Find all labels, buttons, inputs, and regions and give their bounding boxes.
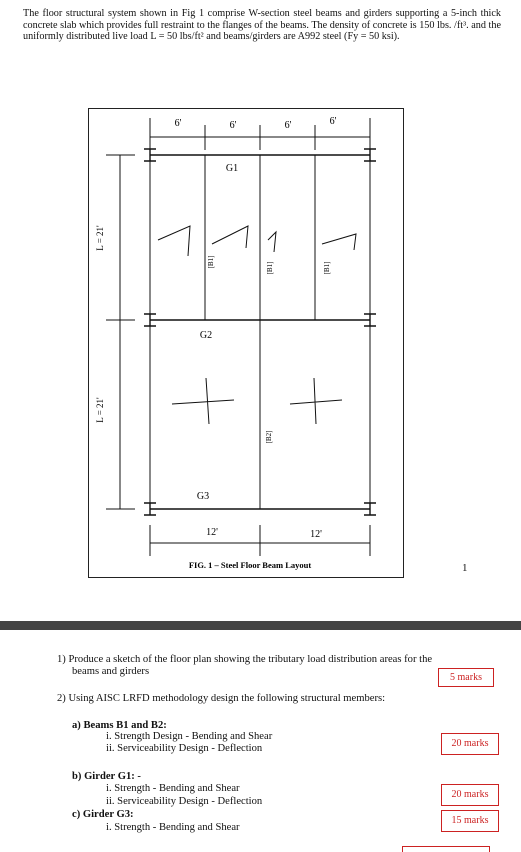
part-b-item-ii: ii. Serviceability Design - Deflection [106,796,263,807]
question-2: 2) Using AISC LRFD methodology design the following structural members: [57,693,386,704]
page-number: 1 [462,562,468,574]
part-a-title: a) Beams B1 and B2: [72,720,167,731]
page-divider [0,621,521,630]
intro-paragraph: The floor structural system shown in Fig 1 comprise W-section steel beams and girders supporting a 5-inch thick concrete slab which provides full restraint to the flanges of the beams. The density of concrete is 150 lbs. /ft³. and the uniformly distributed live load L = 50 lbs/ft² and beams/girders are A992 steel (Fy = 50 ksi). [23,8,501,43]
part-b-title: b) Girder G1: - [72,771,141,782]
beam-label-b1-1: [B1] [207,255,215,269]
question-list [0,630,521,848]
top-dim-4: 6' [329,116,337,127]
marks-badge-b: 20 marks [441,784,499,806]
bottom-dim-1: 12' [206,527,218,538]
girder-label-g2: G2 [199,330,213,341]
girder-label-g3: G3 [196,491,210,502]
left-dim-2: L = 21' [95,397,105,423]
beam-label-b1-2: [B1] [266,261,274,275]
top-dim-1: 6' [174,118,182,129]
bottom-dim-2: 12' [310,529,322,540]
part-c-item-i: i. Strength - Bending and Shear [106,822,240,833]
part-a-item-i: i. Strength Design - Bending and Shear [106,731,273,742]
top-dim-3: 6' [284,120,292,131]
beam-label-b2: [B2] [265,430,273,444]
marks-badge-a: 20 marks [441,733,499,755]
part-c-title: c) Girder G3: [72,809,134,820]
part-b-item-i: i. Strength - Bending and Shear [106,783,240,794]
question-1-line-2: beams and girders [72,666,150,677]
beam-label-b1-3: [B1] [323,261,331,275]
top-dim-2: 6' [229,120,237,131]
marks-badge-next [402,846,490,852]
part-a-item-ii: ii. Serviceability Design - Deflection [106,743,263,754]
marks-badge-c: 15 marks [441,810,499,832]
figure-caption: FIG. 1 – Steel Floor Beam Layout [188,560,312,570]
marks-badge-q1: 5 marks [438,668,494,687]
left-dim-1: L = 21' [95,225,105,251]
question-1-line-1: 1) Produce a sketch of the floor plan showing the tributary load distribution areas for the [57,654,433,665]
girder-label-g1: G1 [225,163,239,174]
